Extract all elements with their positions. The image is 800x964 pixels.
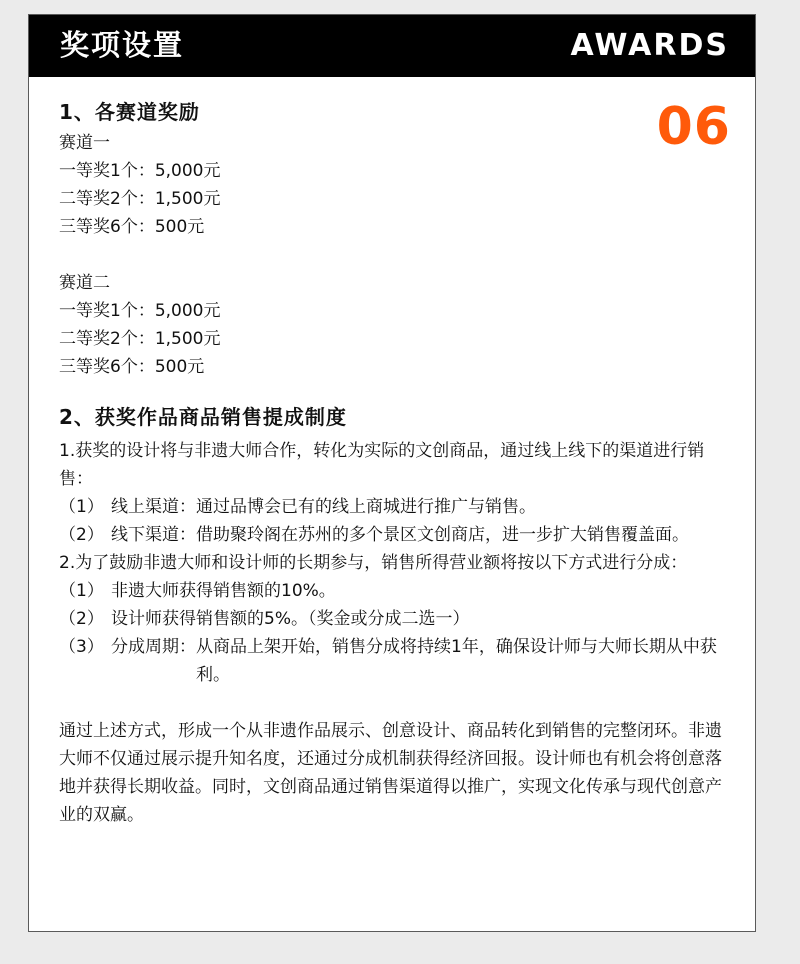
awards-card [28, 14, 756, 932]
prize-line: 二等奖2个：1,500元 [59, 329, 221, 349]
commission-point-2: 2.为了鼓励非遗大师和设计师的长期参与，销售所得营业额将按以下方式进行分成： [59, 553, 688, 573]
prize-line: 三等奖6个：500元 [59, 217, 205, 237]
page-number: 06 [656, 97, 731, 157]
list-item-text: 借助聚玲阁在苏州的多个景区文创商店，进一步扩大销售覆盖面。 [196, 525, 689, 545]
section-title-commission: 2、获奖作品商品销售提成制度 [59, 405, 347, 429]
list-item [59, 577, 729, 605]
list-item-text: 通过品博会已有的线上商城进行推广与销售。 [196, 497, 536, 517]
track-name: 赛道二 [59, 273, 110, 293]
list-item-number: （3） [59, 637, 104, 657]
header-bar [29, 15, 755, 77]
prize-line: 二等奖2个：1,500元 [59, 189, 221, 209]
prize-line: 一等奖1个：5,000元 [59, 301, 221, 321]
list-item-label: 分成周期： [111, 637, 196, 657]
track-block [59, 269, 729, 381]
track-block [59, 129, 729, 241]
list-item [59, 605, 729, 633]
page-title: 奖项设置 [60, 28, 185, 62]
summary-paragraph: 通过上述方式，形成一个从非遗作品展示、创意设计、商品转化到销售的完整闭环。非遗大师不仅通过展示提升知名度，还通过分成机制获得经济回报。设计师也有机会将创意落地并获得长期收益。同时，文创商品通过销售渠道得以推广，实现文化传承与现代创意产业的双赢。 [59, 721, 722, 825]
track-name: 赛道一 [59, 133, 110, 153]
page-title-en: AWARDS [570, 28, 729, 63]
list-item [59, 633, 729, 689]
commission-point-1: 1.获奖的设计将与非遗大师合作，转化为实际的文创商品，通过线上线下的渠道进行销售： [59, 441, 705, 489]
prize-line: 一等奖1个：5,000元 [59, 161, 221, 181]
list-item-text: 设计师获得销售额的5%。（奖金或分成二选一） [111, 609, 470, 629]
list-item-label: 线下渠道： [111, 525, 196, 545]
list-item-label: 线上渠道： [111, 497, 196, 517]
list-item-number: （1） [59, 497, 104, 517]
list-item-number: （2） [59, 525, 104, 545]
list-item-text: 非遗大师获得销售额的10%。 [111, 581, 336, 601]
content [59, 97, 729, 829]
list-item-text: 从商品上架开始，销售分成将持续1年，确保设计师与大师长期从中获利。 [196, 637, 717, 685]
list-item [59, 493, 729, 521]
prize-line: 三等奖6个：500元 [59, 357, 205, 377]
list-item [59, 521, 729, 549]
list-item-number: （2） [59, 609, 104, 629]
section-title-awards: 1、各赛道奖励 [59, 100, 200, 124]
list-item-number: （1） [59, 581, 104, 601]
